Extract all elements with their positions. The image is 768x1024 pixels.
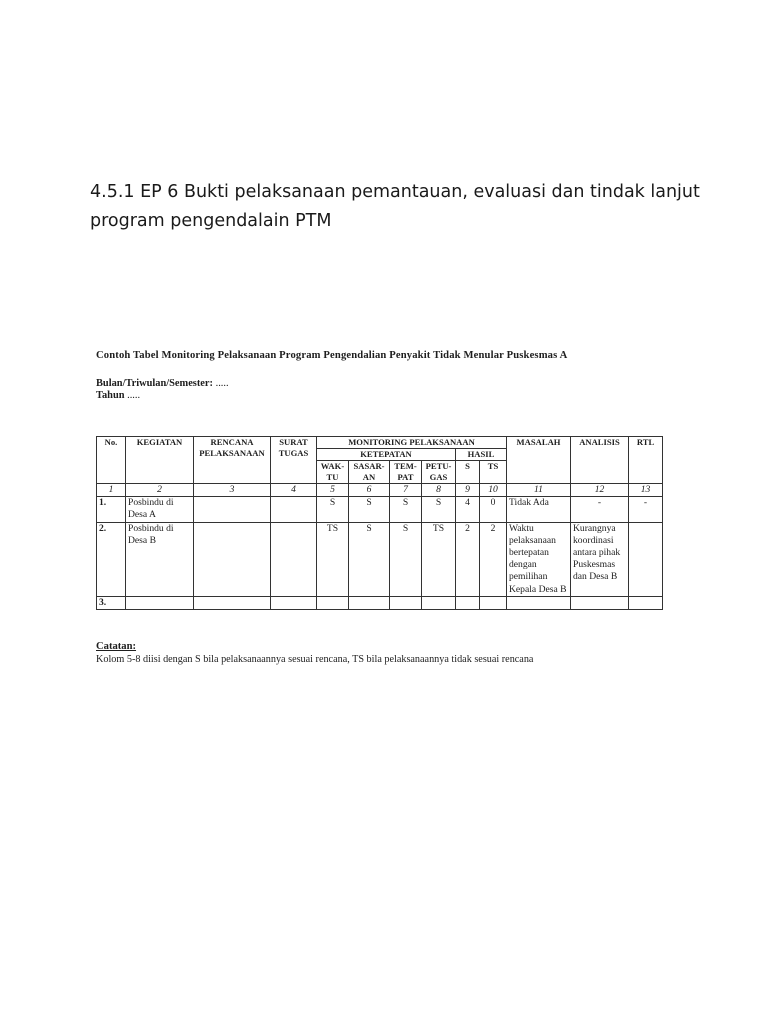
period-line: [96, 378, 666, 390]
header-row-1: [97, 437, 663, 449]
header-rencana: RENCANA PELAKSANAAN: [194, 437, 271, 484]
column-number: 13: [629, 484, 663, 497]
cell-ts: [480, 596, 507, 609]
cell-sasaran: S: [349, 522, 390, 596]
cell-masalah: Tidak Ada: [507, 497, 571, 522]
year-value: .....: [124, 390, 141, 401]
cell-rencana: [194, 522, 271, 596]
cell-ts: 0: [480, 497, 507, 522]
column-number-row: [97, 484, 663, 497]
period-label: Bulan/Triwulan/Semester:: [96, 378, 213, 389]
header-waktu: WAK-TU: [317, 461, 349, 484]
cell-waktu: TS: [317, 522, 349, 596]
column-number: 6: [349, 484, 390, 497]
cell-no: 2.: [97, 522, 126, 596]
cell-sasaran: S: [349, 497, 390, 522]
cell-tempat: S: [390, 522, 422, 596]
cell-tempat: [390, 596, 422, 609]
header-hasil: HASIL: [456, 449, 507, 461]
column-number: 9: [456, 484, 480, 497]
cell-tempat: S: [390, 497, 422, 522]
document-header: [96, 350, 666, 402]
cell-masalah: Waktu pelaksanaan bertepatan dengan pemilihan Kepala Desa B: [507, 522, 571, 596]
cell-s: 4: [456, 497, 480, 522]
notes-label: Catatan:: [96, 641, 137, 652]
heading-line-1: 4.5.1 EP 6 Bukti pelaksanaan pemantauan, evaluasi dan tindak lanjut: [90, 182, 700, 202]
cell-analisis: [571, 596, 629, 609]
cell-petugas: [422, 596, 456, 609]
header-ts: TS: [480, 461, 507, 484]
cell-ts: 2: [480, 522, 507, 596]
year-line: [96, 390, 666, 402]
notes-text: Kolom 5-8 diisi dengan S bila pelaksanaannya sesuai rencana, TS bila pelaksanaannya tidak sesuai rencana: [96, 654, 534, 665]
cell-waktu: S: [317, 497, 349, 522]
cell-rtl: -: [629, 497, 663, 522]
header-s: S: [456, 461, 480, 484]
cell-no: 3.: [97, 596, 126, 609]
header-no: No.: [97, 437, 126, 484]
header-rtl: RTL: [629, 437, 663, 484]
period-value: .....: [213, 378, 229, 389]
cell-surat-tugas: [271, 522, 317, 596]
table-row: [97, 596, 663, 609]
header-tempat: TEM-PAT: [390, 461, 422, 484]
cell-s: 2: [456, 522, 480, 596]
year-label: Tahun: [96, 390, 125, 401]
table-row: [97, 522, 663, 596]
header-analisis: ANALISIS: [571, 437, 629, 484]
notes-section: [96, 640, 696, 666]
monitoring-table: [96, 436, 663, 610]
cell-analisis: Kurangnya koordinasi antara pihak Puskesmas dan Desa B: [571, 522, 629, 596]
column-number: 2: [126, 484, 194, 497]
cell-kegiatan: Posbindu di Desa B: [126, 522, 194, 596]
cell-rencana: [194, 596, 271, 609]
cell-petugas: S: [422, 497, 456, 522]
header-ketepatan: KETEPATAN: [317, 449, 456, 461]
cell-analisis: -: [571, 497, 629, 522]
cell-kegiatan: Posbindu di Desa A: [126, 497, 194, 522]
cell-masalah: [507, 596, 571, 609]
table-row: [97, 497, 663, 522]
cell-rencana: [194, 497, 271, 522]
cell-petugas: TS: [422, 522, 456, 596]
column-number: 5: [317, 484, 349, 497]
header-sasaran: SASAR-AN: [349, 461, 390, 484]
document-title: Contoh Tabel Monitoring Pelaksanaan Program Pengendalian Penyakit Tidak Menular Puskesmas A: [96, 350, 568, 361]
column-number: 8: [422, 484, 456, 497]
cell-rtl: [629, 522, 663, 596]
column-number: 4: [271, 484, 317, 497]
cell-s: [456, 596, 480, 609]
heading-line-2: program pengendalain PTM: [90, 211, 332, 231]
header-monitoring: MONITORING PELAKSANAAN: [317, 437, 507, 449]
cell-waktu: [317, 596, 349, 609]
cell-rtl: [629, 596, 663, 609]
column-number: 7: [390, 484, 422, 497]
header-masalah: MASALAH: [507, 437, 571, 484]
column-number: 10: [480, 484, 507, 497]
cell-surat-tugas: [271, 497, 317, 522]
header-surat-tugas: SURAT TUGAS: [271, 437, 317, 484]
column-number: 1: [97, 484, 126, 497]
document-meta: [96, 378, 666, 402]
cell-kegiatan: [126, 596, 194, 609]
header-petugas: PETU-GAS: [422, 461, 456, 484]
column-number: 11: [507, 484, 571, 497]
column-number: 3: [194, 484, 271, 497]
header-kegiatan: KEGIATAN: [126, 437, 194, 484]
column-number: 12: [571, 484, 629, 497]
cell-sasaran: [349, 596, 390, 609]
cell-no: 1.: [97, 497, 126, 522]
page-heading: [90, 178, 700, 236]
cell-surat-tugas: [271, 596, 317, 609]
